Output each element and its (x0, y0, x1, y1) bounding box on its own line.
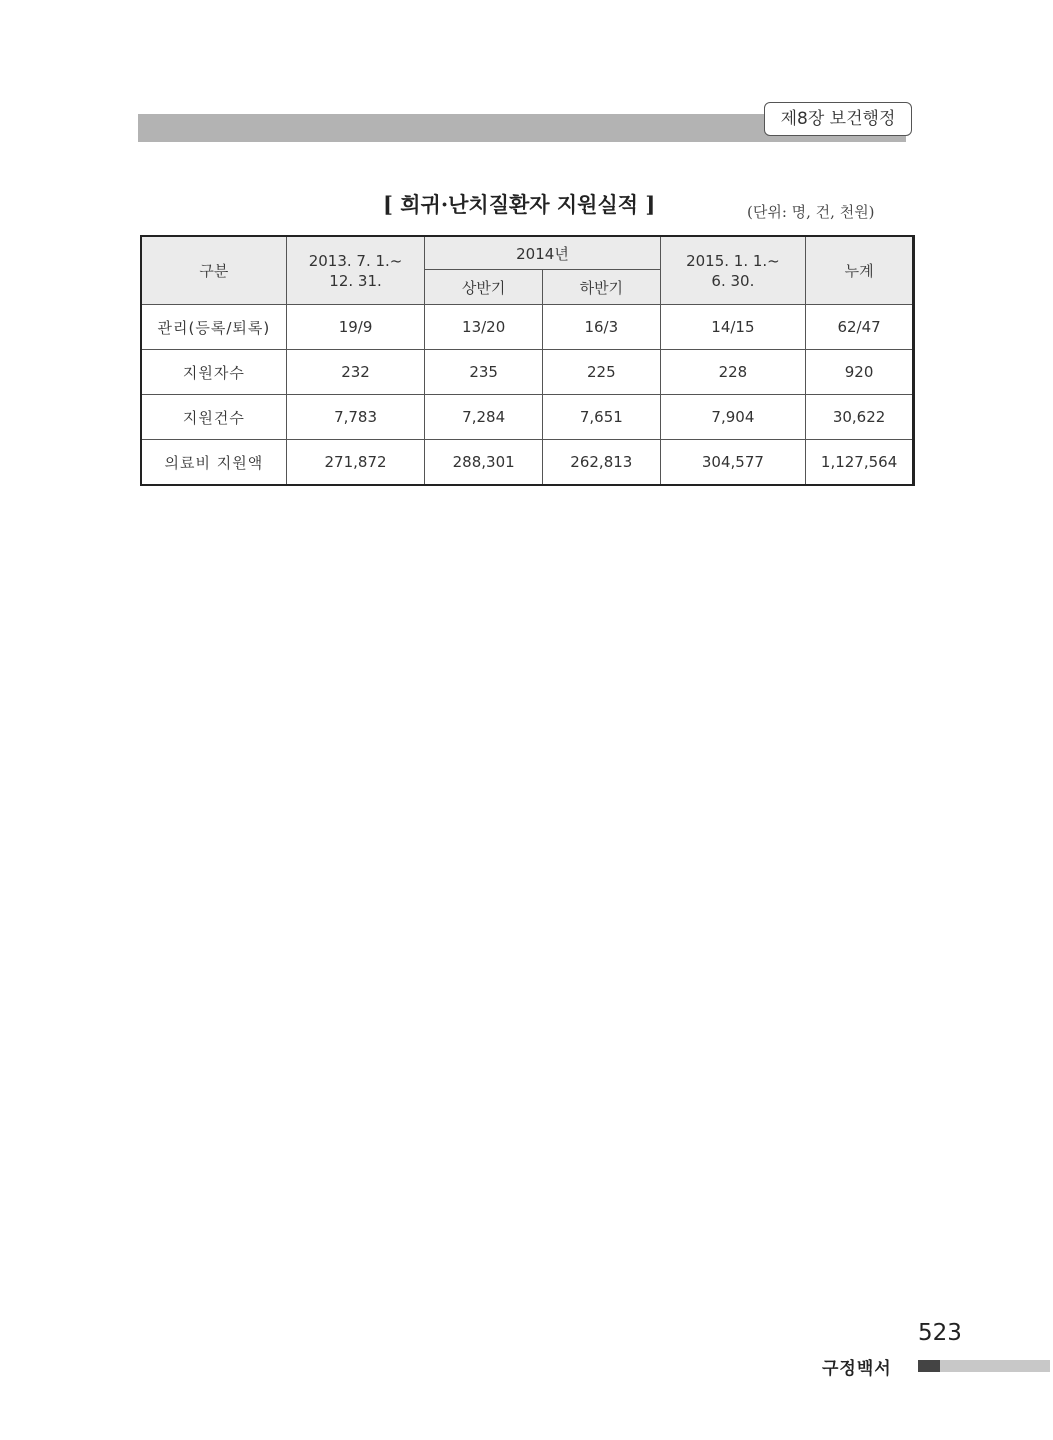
row-label: 지원건수 (141, 395, 286, 440)
book-title: 구정백서 (822, 1359, 892, 1379)
header-period-2015 (660, 236, 806, 305)
table-row (141, 350, 914, 395)
header-first-half: 상반기 (425, 270, 543, 305)
table-cell: 271,872 (286, 440, 425, 486)
table-cell: 225 (542, 350, 660, 395)
header-period-2015-line2: 6. 30. (711, 271, 755, 290)
table-cell: 7,284 (425, 395, 543, 440)
table-cell: 235 (425, 350, 543, 395)
chapter-tab: 제8장 보건행정 (764, 102, 912, 136)
header-period-2015-line1: 2015. 1. 1.~ (686, 251, 780, 270)
table-cell: 13/20 (425, 305, 543, 350)
table-cell: 920 (806, 350, 914, 395)
table-cell: 19/9 (286, 305, 425, 350)
table-cell: 7,651 (542, 395, 660, 440)
header-category: 구분 (141, 236, 286, 305)
table-cell: 304,577 (660, 440, 806, 486)
table-cell: 7,783 (286, 395, 425, 440)
header-total: 누계 (806, 236, 914, 305)
footer-bar-dark (918, 1360, 940, 1372)
header-period-2013-line2: 12. 31. (329, 271, 382, 290)
row-label: 의료비 지원액 (141, 440, 286, 486)
support-table (140, 235, 915, 486)
table-row (141, 440, 914, 486)
table-cell: 288,301 (425, 440, 543, 486)
header-year-2014: 2014년 (425, 236, 660, 270)
footer-bar-light (940, 1360, 1050, 1372)
table-cell: 228 (660, 350, 806, 395)
row-label: 관리(등록/퇴록) (141, 305, 286, 350)
table-title: [ 희귀·난치질환자 지원실적 ] (383, 192, 656, 217)
row-label: 지원자수 (141, 350, 286, 395)
header-period-2013 (286, 236, 425, 305)
header-period-2013-line1: 2013. 7. 1.~ (308, 251, 403, 270)
table-row (141, 305, 914, 350)
table-cell: 30,622 (806, 395, 914, 440)
table-cell: 1,127,564 (806, 440, 914, 486)
table-cell: 232 (286, 350, 425, 395)
table-row (141, 395, 914, 440)
table-cell: 7,904 (660, 395, 806, 440)
table-cell: 62/47 (806, 305, 914, 350)
table-cell: 262,813 (542, 440, 660, 486)
page-number: 523 (918, 1320, 962, 1346)
table-cell: 16/3 (542, 305, 660, 350)
table-cell: 14/15 (660, 305, 806, 350)
header-second-half: 하반기 (542, 270, 660, 305)
unit-note: (단위: 명, 건, 천원) (747, 203, 875, 221)
